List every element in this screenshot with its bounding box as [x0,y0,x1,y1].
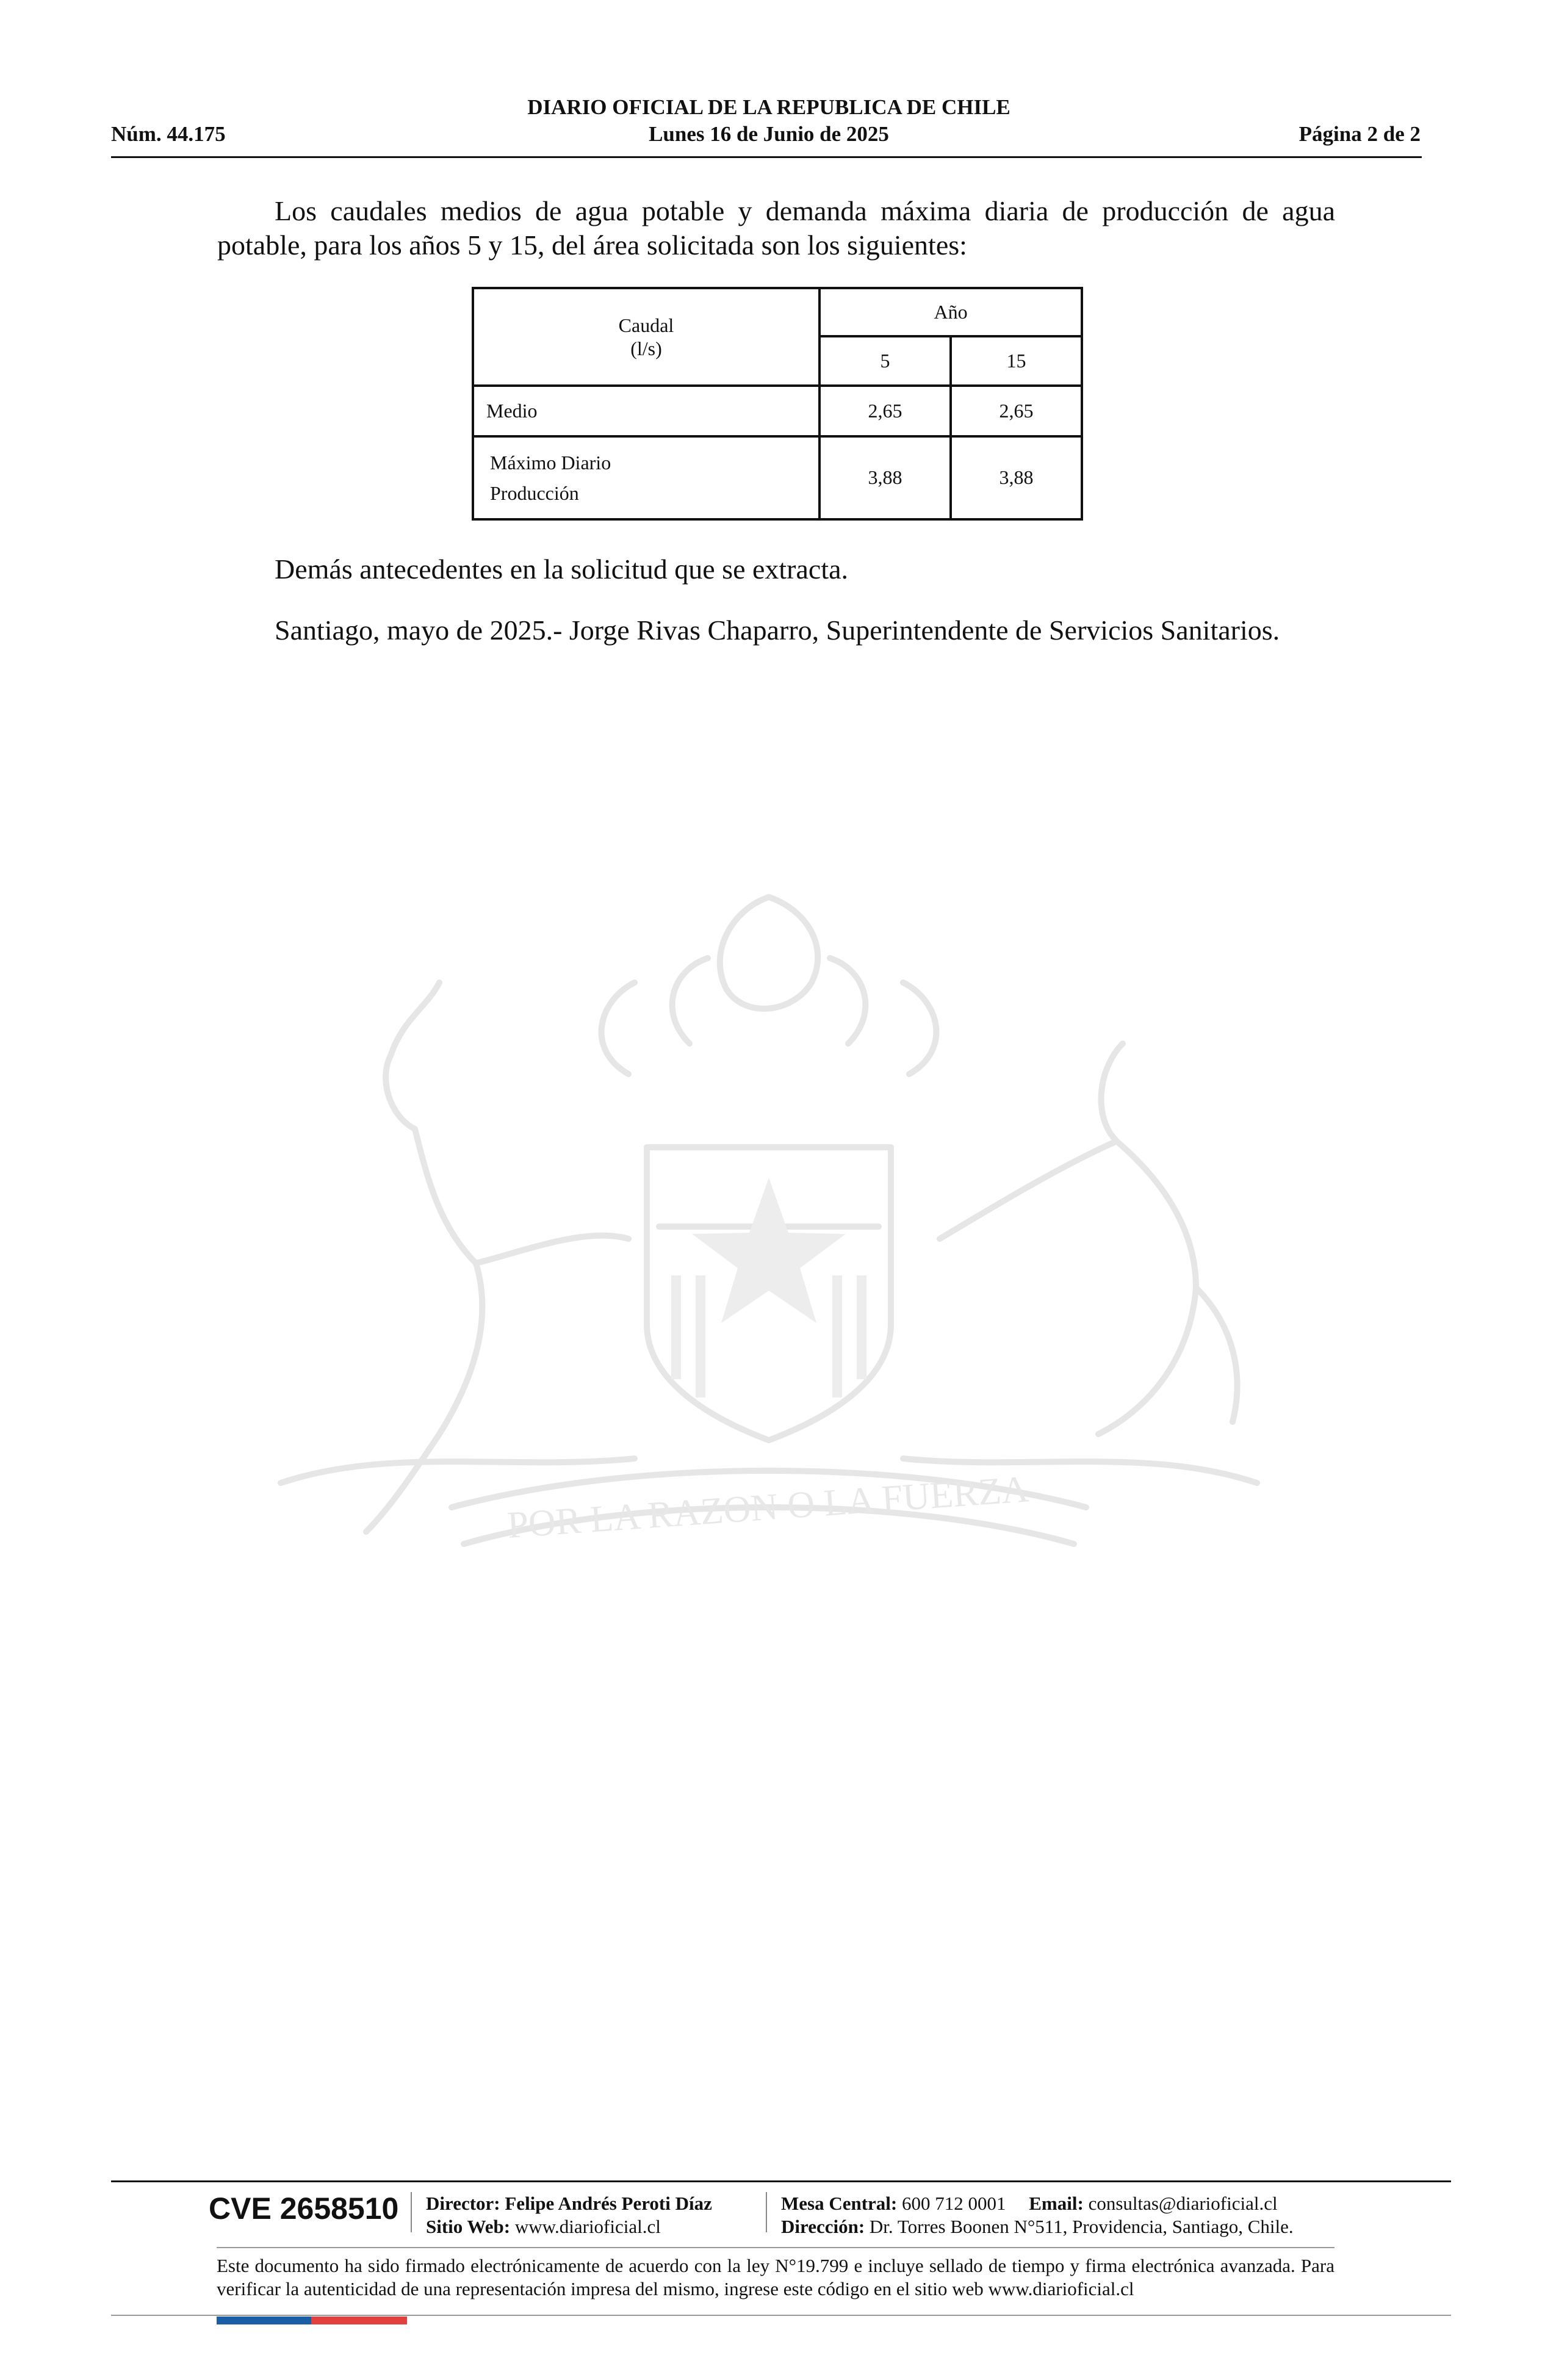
cell-medio-year5: 2,65 [819,386,951,436]
cell-medio-year15: 2,65 [951,386,1082,436]
address-value: Dr. Torres Boonen N°511, Providencia, Santiago, Chile. [869,2216,1294,2237]
issue-number: Núm. 44.175 [111,122,226,146]
newspaper-title: DIARIO OFICIAL DE LA REPUBLICA DE CHILE [527,95,1010,119]
footer-mid-rule [217,2247,1334,2248]
table-header-caudal [473,288,819,386]
email-label: Email: [1029,2193,1084,2214]
table-row [473,386,1082,436]
flag-stripe-red [311,2317,407,2324]
website-label: Sitio Web: [426,2216,511,2237]
table-header-caudal-line2: (l/s) [630,337,662,359]
table-header-caudal-line1: Caudal [618,314,674,336]
director-name: Felipe Andrés Peroti Díaz [505,2193,712,2214]
issue-date: Lunes 16 de Junio de 2025 [649,122,889,146]
coat-of-arms-watermark [207,860,1330,1672]
table-row [473,436,1082,519]
signature-notice: Este documento ha sido firmado electrónicamente de acuerdo con la ley N°19.799 e incluye sellado de tiempo y firma electrónica avanzada. Para verificar la autenticidad de una representación impresa del mismo, ingrese este código en el sitio web www.diarioficial.cl [217,2255,1334,2299]
header-divider [111,156,1422,158]
footer-website [426,2215,661,2238]
cell-maximo-year15: 3,88 [951,436,1082,519]
footer-bottom-rule [111,2315,1451,2316]
director-label: Director: [426,2193,500,2214]
intro-paragraph: Los caudales medios de agua potable y demanda máxima diaria de producción de agua potable, para los años 5 y 15, del área solicitada son los siguientes: [217,195,1335,261]
table-header-year: Año [819,288,1082,336]
row-label-maximo-line1: Máximo Diario [490,451,611,474]
footer-separator [766,2192,767,2232]
flow-table-container [472,287,1081,521]
footer-top-rule [111,2180,1451,2182]
flag-stripe-blue [217,2317,311,2324]
footer-separator [411,2192,412,2232]
phone-label: Mesa Central: [781,2193,898,2214]
row-label-maximo [473,436,819,519]
signature-line: Santiago, mayo de 2025.- Jorge Rivas Chaparro, Superintendente de Servicios Sanitarios. [275,615,1280,646]
footer-director [426,2192,712,2215]
footer-contact [781,2192,1278,2215]
table-header-year-15: 15 [951,336,1082,386]
address-label: Dirección: [781,2216,865,2237]
email-link[interactable]: consultas@diarioficial.cl [1088,2193,1278,2214]
cve-code: CVE 2658510 [209,2191,399,2226]
table-header-year-5: 5 [819,336,951,386]
watermark-motto: POR LA RAZON O LA FUERZA [506,1468,1030,1546]
flow-table [472,287,1083,521]
website-link[interactable]: www.diarioficial.cl [514,2216,661,2237]
phone-value: 600 712 0001 [902,2193,1006,2214]
row-label-medio: Medio [473,386,819,436]
closing-line: Demás antecedentes en la solicitud que se extracta. [275,554,849,585]
page-indicator: Página 2 de 2 [1298,122,1421,146]
cell-maximo-year5: 3,88 [819,436,951,519]
row-label-maximo-line2: Producción [490,481,579,504]
footer-address [781,2215,1294,2238]
